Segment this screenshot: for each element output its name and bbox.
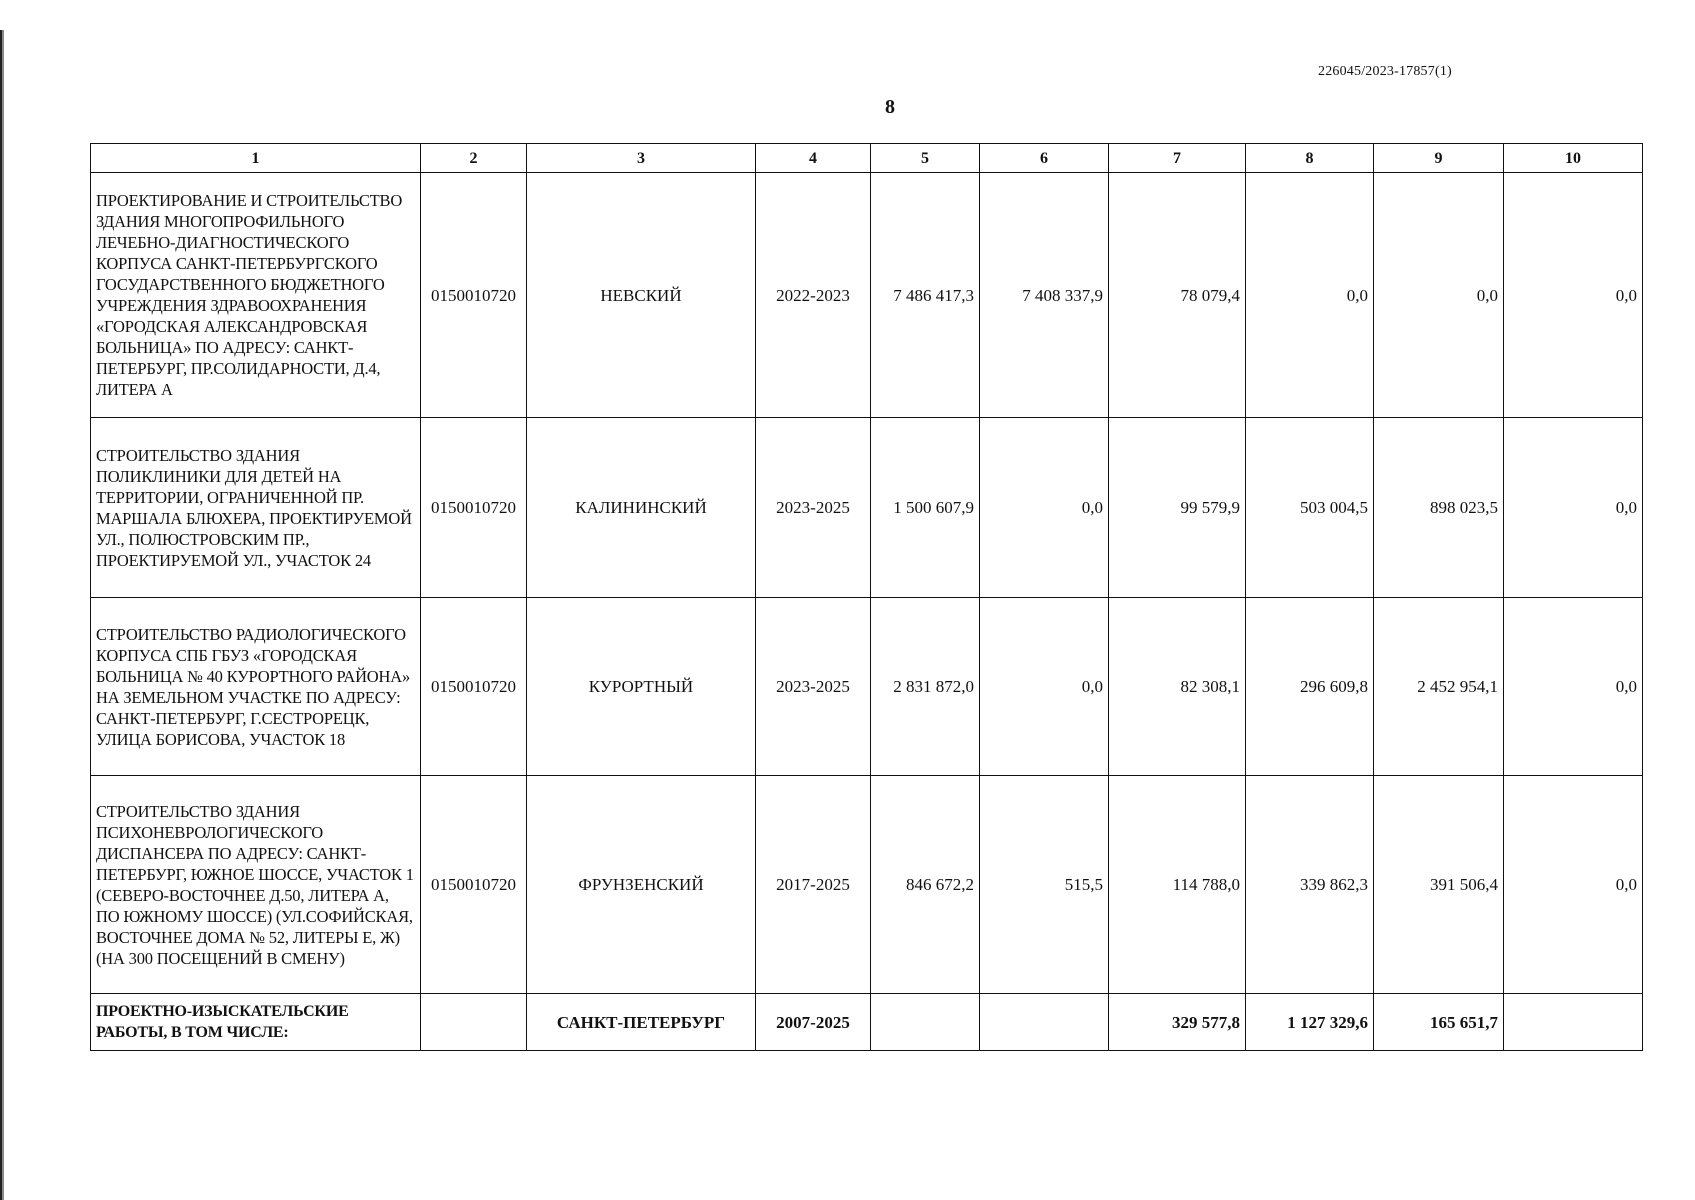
- budget-code: 0150010720: [421, 598, 527, 776]
- value-col-10: 0,0: [1504, 598, 1643, 776]
- value-col-8: 339 862,3: [1246, 776, 1374, 994]
- total-col-5: [871, 994, 980, 1051]
- value-col-6: 515,5: [980, 776, 1109, 994]
- object-name: СТРОИТЕЛЬСТВО РАДИОЛОГИЧЕСКОГО КОРПУСА СПБ ГБУЗ «ГОРОДСКАЯ БОЛЬНИЦА № 40 КУРОРТНОГО РАЙОНА» НА ЗЕМЕЛЬНОМ УЧАСТКЕ ПО АДРЕСУ: САНКТ-ПЕТЕРБУРГ, Г.СЕСТРОРЕЦК, УЛИЦА БОРИСОВА, УЧАСТОК 18: [91, 598, 421, 776]
- value-col-9: 898 023,5: [1374, 418, 1504, 598]
- period: 2023-2025: [756, 598, 871, 776]
- column-header: 10: [1504, 144, 1643, 173]
- value-col-7: 114 788,0: [1109, 776, 1246, 994]
- total-col-10: [1504, 994, 1643, 1051]
- total-district: САНКТ-ПЕТЕРБУРГ: [527, 994, 756, 1051]
- table-row: [91, 173, 1643, 418]
- total-name: ПРОЕКТНО-ИЗЫСКАТЕЛЬСКИЕ РАБОТЫ, В ТОМ ЧИСЛЕ:: [91, 994, 421, 1051]
- total-col-7: 329 577,8: [1109, 994, 1246, 1051]
- value-col-8: 296 609,8: [1246, 598, 1374, 776]
- column-header: 9: [1374, 144, 1504, 173]
- total-col-9: 165 651,7: [1374, 994, 1504, 1051]
- value-col-10: 0,0: [1504, 776, 1643, 994]
- value-col-7: 78 079,4: [1109, 173, 1246, 418]
- value-col-7: 99 579,9: [1109, 418, 1246, 598]
- object-name: ПРОЕКТИРОВАНИЕ И СТРОИТЕЛЬСТВО ЗДАНИЯ МНОГОПРОФИЛЬНОГО ЛЕЧЕБНО-ДИАГНОСТИЧЕСКОГО КОРПУСА САНКТ-ПЕТЕРБУРГСКОГО ГОСУДАРСТВЕННОГО БЮДЖЕТНОГО УЧРЕЖДЕНИЯ ЗДРАВООХРАНЕНИЯ «ГОРОДСКАЯ АЛЕКСАНДРОВСКАЯ БОЛЬНИЦА» ПО АДРЕСУ: САНКТ-ПЕТЕРБУРГ, ПР.СОЛИДАРНОСТИ, Д.4, ЛИТЕРА А: [91, 173, 421, 418]
- period: 2022-2023: [756, 173, 871, 418]
- table-row: [91, 598, 1643, 776]
- district: ФРУНЗЕНСКИЙ: [527, 776, 756, 994]
- value-col-7: 82 308,1: [1109, 598, 1246, 776]
- object-name: СТРОИТЕЛЬСТВО ЗДАНИЯ ПСИХОНЕВРОЛОГИЧЕСКОГО ДИСПАНСЕРА ПО АДРЕСУ: САНКТ-ПЕТЕРБУРГ, ЮЖНОЕ ШОССЕ, УЧАСТОК 1 (СЕВЕРО-ВОСТОЧНЕЕ Д.50, ЛИТЕРА А, ПО ЮЖНОМУ ШОССЕ) (УЛ.СОФИЙСКАЯ, ВОСТОЧНЕЕ ДОМА № 52, ЛИТЕРЫ Е, Ж) (НА 300 ПОСЕЩЕНИЙ В СМЕНУ): [91, 776, 421, 994]
- value-col-5: 846 672,2: [871, 776, 980, 994]
- value-col-6: 0,0: [980, 418, 1109, 598]
- period: 2017-2025: [756, 776, 871, 994]
- period: 2023-2025: [756, 418, 871, 598]
- column-header: 8: [1246, 144, 1374, 173]
- table-row: [91, 418, 1643, 598]
- column-header: 7: [1109, 144, 1246, 173]
- value-col-6: 7 408 337,9: [980, 173, 1109, 418]
- budget-code: 0150010720: [421, 173, 527, 418]
- value-col-8: 503 004,5: [1246, 418, 1374, 598]
- value-col-10: 0,0: [1504, 173, 1643, 418]
- column-header: 5: [871, 144, 980, 173]
- value-col-5: 1 500 607,9: [871, 418, 980, 598]
- district: НЕВСКИЙ: [527, 173, 756, 418]
- budget-code: 0150010720: [421, 776, 527, 994]
- scan-edge: [0, 30, 4, 1200]
- district: КАЛИНИНСКИЙ: [527, 418, 756, 598]
- column-header: 2: [421, 144, 527, 173]
- value-col-9: 2 452 954,1: [1374, 598, 1504, 776]
- column-header: 4: [756, 144, 871, 173]
- value-col-5: 7 486 417,3: [871, 173, 980, 418]
- district: КУРОРТНЫЙ: [527, 598, 756, 776]
- value-col-5: 2 831 872,0: [871, 598, 980, 776]
- column-header: 3: [527, 144, 756, 173]
- total-code: [421, 994, 527, 1051]
- column-header: 6: [980, 144, 1109, 173]
- value-col-9: 0,0: [1374, 173, 1504, 418]
- value-col-10: 0,0: [1504, 418, 1643, 598]
- total-row: [91, 994, 1643, 1051]
- header-row: [91, 144, 1643, 173]
- investment-table: [90, 143, 1643, 1051]
- total-col-6: [980, 994, 1109, 1051]
- total-period: 2007-2025: [756, 994, 871, 1051]
- value-col-8: 0,0: [1246, 173, 1374, 418]
- value-col-6: 0,0: [980, 598, 1109, 776]
- value-col-9: 391 506,4: [1374, 776, 1504, 994]
- budget-code: 0150010720: [421, 418, 527, 598]
- column-header: 1: [91, 144, 421, 173]
- object-name: СТРОИТЕЛЬСТВО ЗДАНИЯ ПОЛИКЛИНИКИ ДЛЯ ДЕТЕЙ НА ТЕРРИТОРИИ, ОГРАНИЧЕННОЙ ПР. МАРШАЛА БЛЮХЕРА, ПРОЕКТИРУЕМОЙ УЛ., ПОЛЮСТРОВСКИМ ПР., ПРОЕКТИРУЕМОЙ УЛ., УЧАСТОК 24: [91, 418, 421, 598]
- document-number: 226045/2023-17857(1): [1318, 64, 1452, 79]
- page-number: 8: [885, 96, 895, 118]
- table-row: [91, 776, 1643, 994]
- total-col-8: 1 127 329,6: [1246, 994, 1374, 1051]
